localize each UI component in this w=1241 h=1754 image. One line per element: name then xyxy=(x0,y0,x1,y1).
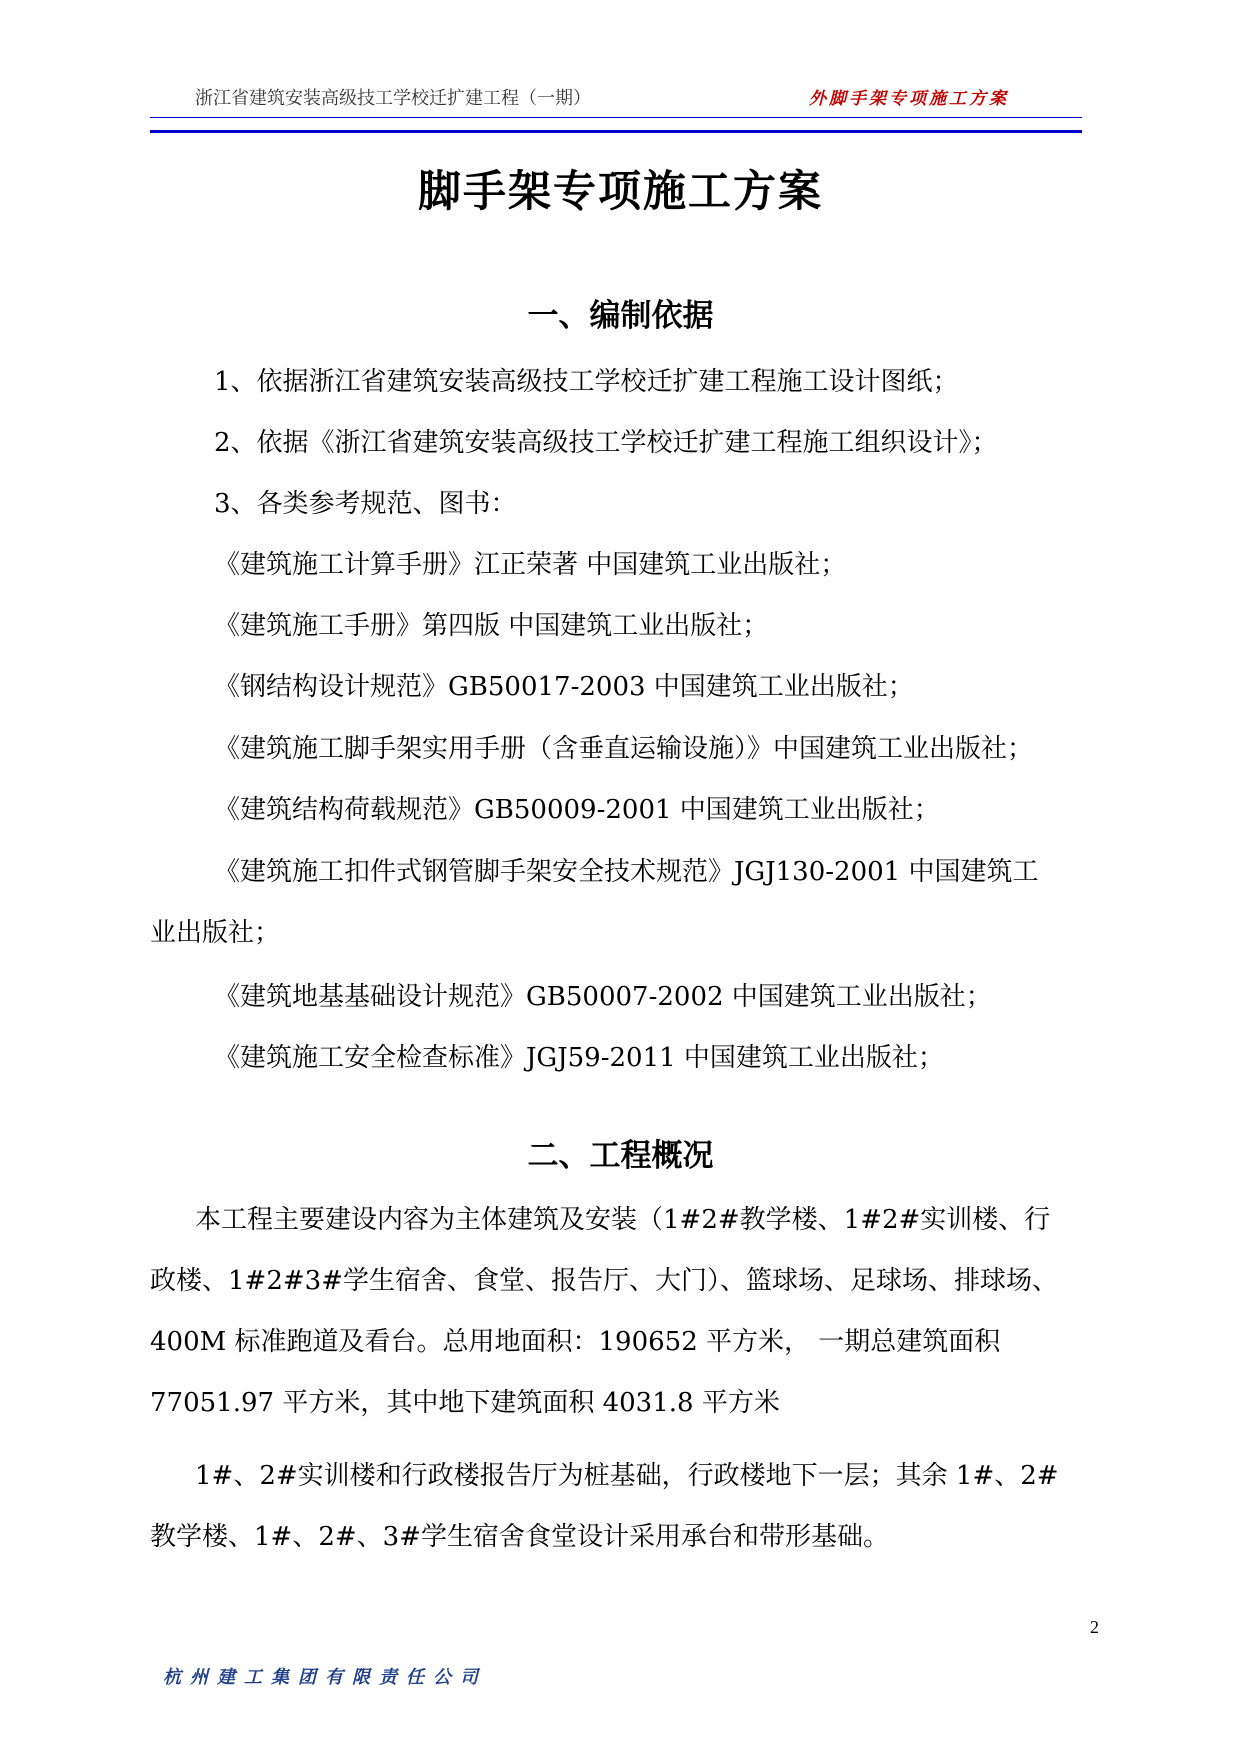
header-document-type: 外脚手架专项施工方案 xyxy=(809,89,1009,109)
reference-item-continuation: 业出版社； xyxy=(150,918,281,948)
overview-paragraph-line: 政楼、1#2#3#学生宿舍、食堂、报告厅、大门）、篮球场、足球场、排球场、 xyxy=(150,1266,1058,1296)
header-project-name: 浙江省建筑安装高级技工学校迁扩建工程（一期） xyxy=(195,88,591,109)
basis-item: 3、各类参考规范、图书： xyxy=(214,489,517,519)
overview-paragraph-line: 400M 标准跑道及看台。总用地面积：190652 平方米， 一期总建筑面积 xyxy=(150,1327,1001,1357)
section-heading-basis: 一、编制依据 xyxy=(527,298,714,334)
header-divider-thin xyxy=(150,117,1082,118)
reference-item: 《钢结构设计规范》GB50017-2003 中国建筑工业出版社； xyxy=(214,672,914,702)
foundation-paragraph-line: 教学楼、1#、2#、3#学生宿舍食堂设计采用承台和带形基础。 xyxy=(150,1522,889,1552)
section-heading-overview: 二、工程概况 xyxy=(527,1138,714,1174)
footer-company-name: 杭州建工集团有限责任公司 xyxy=(163,1667,487,1688)
document-title: 脚手架专项施工方案 xyxy=(418,167,823,217)
reference-item: 《建筑施工手册》第四版 中国建筑工业出版社； xyxy=(214,611,769,641)
header-divider-thick xyxy=(150,130,1082,133)
basis-item: 1、依据浙江省建筑安装高级技工学校迁扩建工程施工设计图纸； xyxy=(214,367,959,397)
basis-item: 2、依据《浙江省建筑安装高级技工学校迁扩建工程施工组织设计》； xyxy=(214,428,998,458)
reference-item: 《建筑施工安全检查标准》JGJ59-2011 中国建筑工业出版社； xyxy=(214,1043,944,1073)
reference-item: 《建筑施工计算手册》江正荣著 中国建筑工业出版社； xyxy=(214,550,847,580)
reference-item: 《建筑地基基础设计规范》GB50007-2002 中国建筑工业出版社； xyxy=(214,982,992,1012)
reference-item: 《建筑结构荷载规范》GB50009-2001 中国建筑工业出版社； xyxy=(214,795,940,825)
overview-paragraph-line: 本工程主要建设内容为主体建筑及安装（1#2#教学楼、1#2#实训楼、行 xyxy=(195,1205,1051,1235)
foundation-paragraph-line: 1#、2#实训楼和行政楼报告厅为桩基础，行政楼地下一层；其余 1#、2# xyxy=(195,1461,1059,1491)
overview-paragraph-line: 77051.97 平方米，其中地下建筑面积 4031.8 平方米 xyxy=(150,1388,780,1418)
reference-item: 《建筑施工脚手架实用手册（含垂直运输设施）》中国建筑工业出版社； xyxy=(214,734,1034,764)
reference-item: 《建筑施工扣件式钢管脚手架安全技术规范》JGJ130-2001 中国建筑工 xyxy=(214,857,1039,887)
page-number: 2 xyxy=(1090,1617,1099,1637)
